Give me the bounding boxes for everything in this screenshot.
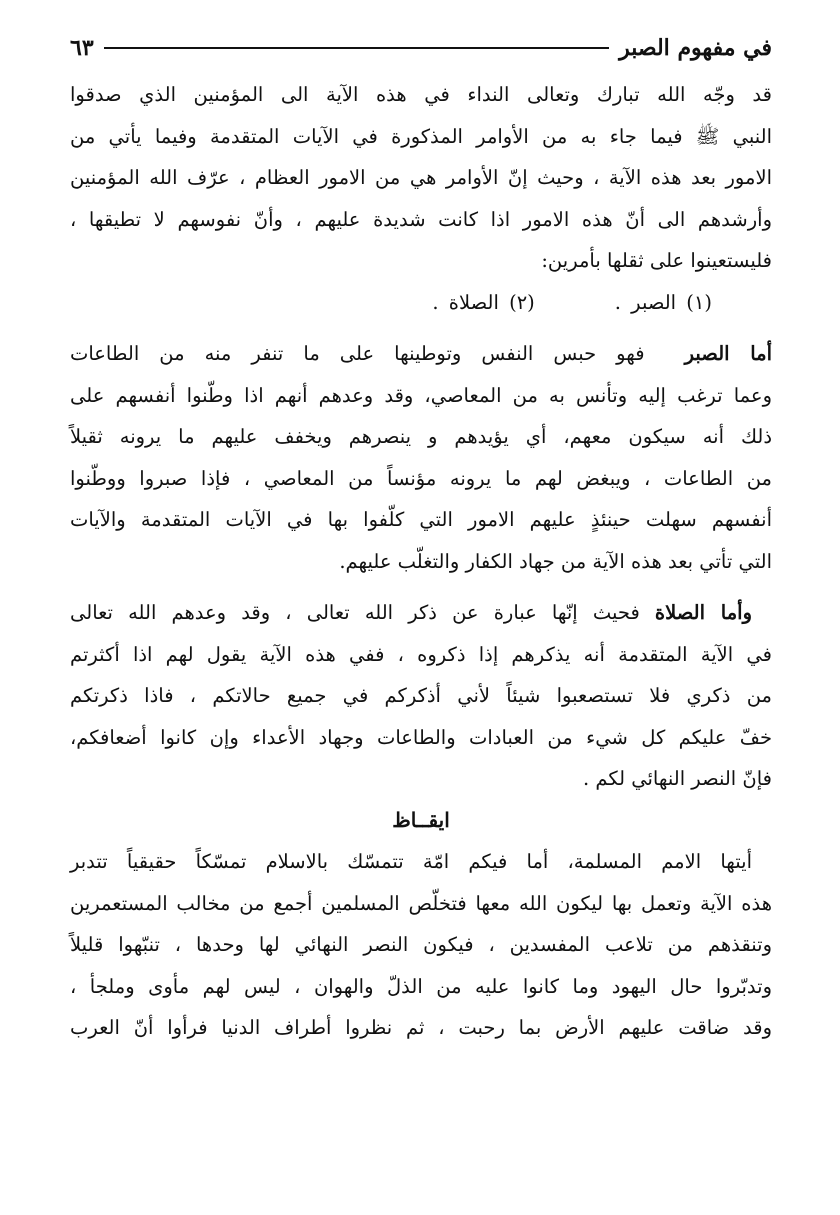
text-line (70, 592, 772, 634)
text-line: من ذكري فلا تستصعبوا شيئاً لأني أذكركم في جميع حالاتكم ، فاذا ذكرتكم (70, 684, 772, 707)
paragraph-lead: أما الصبر (684, 342, 772, 365)
paragraph-lead: وأما الصلاة (654, 601, 752, 624)
document-page (70, 28, 772, 1049)
text-line: فليستعينوا على ثقلها بأمرين: (541, 249, 772, 272)
running-header (70, 28, 772, 68)
text-line: قد وجّه الله تبارك وتعالى النداء في هذه الآية الى المؤمنين الذي صدقوا (70, 83, 772, 106)
body-text (70, 74, 772, 1049)
list-item-prayer: (٢) الصلاة . (432, 290, 535, 314)
header-rule (104, 47, 609, 49)
text-line (70, 333, 772, 375)
text-line: وأرشدهم الى أنّ هذه الامور اذا كانت شديدة عليهم ، وأنّ نفوسهم لا تطيقها ، (70, 207, 772, 231)
running-title: في مفهوم الصبر (619, 35, 772, 61)
text-span: فهو حبس النفس وتوطينها على ما تنفر منه من الطاعات (70, 342, 645, 365)
text-line: ذلك أنه سيكون معهم، أي يؤيدهم و ينصرهم ويخفف عليهم ما يرونه ثقيلاً (70, 425, 772, 448)
list-line (70, 282, 772, 324)
text-line: وعما ترغب إليه وتأنس به من المعاصي، وقد وعدهم أنهم اذا وطّنوا أنفسهم على (70, 383, 772, 407)
text-line: النبي ﷺ فيما جاء به من الأوامر المذكورة في الآيات المتقدمة وفيما يأتي من (70, 124, 772, 148)
text-line: الامور بعد هذه الآية ، وحيث إنّ الأوامر هي من الامور العظام ، عرّف الله المؤمنين (70, 166, 772, 189)
text-span: فحيث إنّها عبارة عن ذكر الله تعالى ، وقد وعدهم الله تعالى (70, 601, 640, 624)
text-line: أيتها الامم المسلمة، أما فيكم امّة تتمسّك بالاسلام تمسّكاً حقيقياً تتدبر (70, 850, 752, 873)
text-line: أنفسهم سهلت حينئذٍ عليهم الامور التي كلّفوا بها في الآيات المتقدمة والآيات (70, 508, 772, 531)
text-line: وقد ضاقت عليهم الأرض بما رحبت ، ثم نظروا أطراف الدنيا فرأوا أنّ العرب (70, 1016, 772, 1039)
text-line: هذه الآية وتعمل بها ليكون الله معها فتخلّص المسلمين أجمع من مخالب المستعمرين (70, 891, 772, 915)
list-item-patience: (١) الصبر . (614, 290, 712, 314)
text-line: وتدبّروا حال اليهود وما كانوا عليه من الذلّ والهوان ، ليس لهم مأوى وملجأ ، (70, 974, 772, 998)
text-line: وتنقذهم من تلاعب المفسدين ، فيكون النصر النهائي لها وحدها ، تنبّهوا قليلاً (70, 933, 772, 956)
text-line: التي تأتي بعد هذه الآية من جهاد الكفار والتغلّب عليهم. (339, 549, 772, 573)
text-line: من الطاعات ، ويبغض لهم ما يرونه مؤنساً من المعاصي ، فإذا صبروا ووطّنوا (70, 466, 772, 490)
page-number: ٦٣ (70, 35, 94, 61)
text-line: في الآية المتقدمة أنه يذكرهم إذا ذكروه ، ففي هذه الآية يقول لهم اذا أكثرتم (70, 642, 772, 666)
text-line: خفّ عليكم كل شيء من العبادات والطاعات وجهاد الأعداء وإن كانوا أضعافكم، (70, 725, 772, 749)
text-line: فإنّ النصر النهائي لكم . (582, 767, 772, 790)
section-heading: ايقــاظ (392, 807, 450, 832)
